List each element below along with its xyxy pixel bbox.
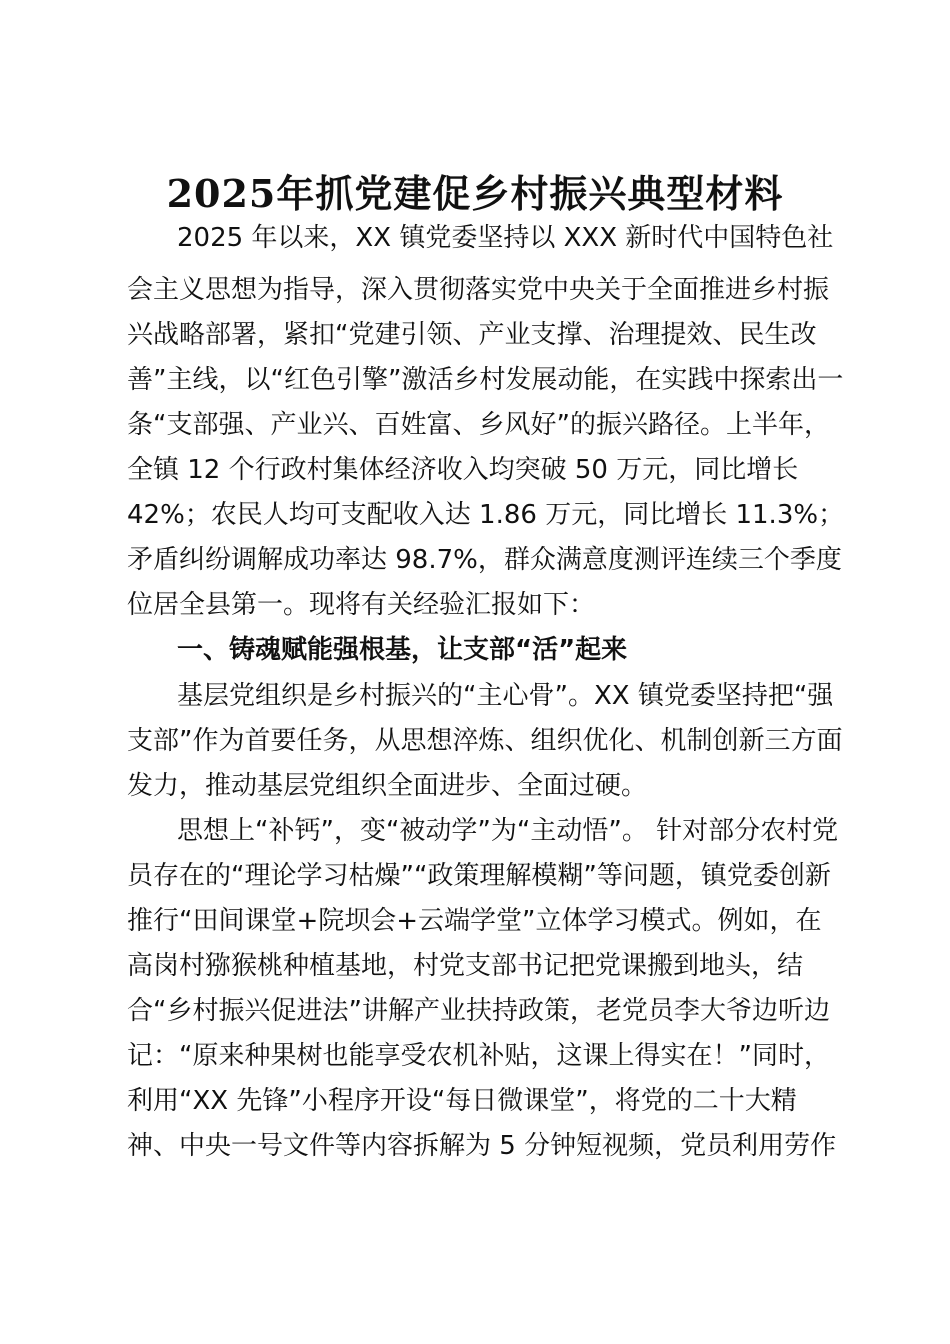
paragraph-line: 位居全县第一。现将有关经验汇报如下：	[127, 590, 596, 620]
paragraph-line: 发力，推动基层党组织全面进步、全面过硬。	[127, 771, 648, 801]
paragraph-line: 兴战略部署，紧扣“党建引领、产业支撑、治理提效、民生改	[127, 320, 817, 350]
paragraph-line: 高岗村猕猴桃种植基地，村党支部书记把党课搬到地头，结	[127, 951, 804, 981]
paragraph-line: 思想上“补钙”，变“被动学”为“主动悟”。 针对部分农村党	[177, 816, 839, 846]
paragraph-line: 2025 年以来，XX 镇党委坚持以 XXX 新时代中国特色社	[177, 223, 834, 253]
paragraph-line: 全镇 12 个行政村集体经济收入均突破 50 万元，同比增长	[127, 455, 799, 485]
paragraph-line: 善”主线，以“红色引擎”激活乡村发展动能，在实践中探索出一	[127, 365, 844, 395]
paragraph-line: 合“乡村振兴促进法”讲解产业扶持政策，老党员李大爷边听边	[127, 996, 830, 1026]
paragraph-line: 支部”作为首要任务，从思想淬炼、组织优化、机制创新三方面	[127, 726, 843, 756]
document-title: 2025年抓党建促乡村振兴典型材料	[166, 171, 784, 216]
paragraph-line: 条“支部强、产业兴、百姓富、乡风好”的振兴路径。上半年，	[127, 410, 830, 440]
paragraph-line: 会主义思想为指导，深入贯彻落实党中央关于全面推进乡村振	[127, 275, 830, 305]
paragraph-line: 员存在的“理论学习枯燥”“政策理解模糊”等问题，镇党委创新	[127, 861, 831, 891]
paragraph-line: 基层党组织是乡村振兴的“主心骨”。XX 镇党委坚持把“强	[177, 681, 834, 711]
paragraph-line: 记：“原来种果树也能享受农机补贴，这课上得实在！”同时，	[127, 1041, 830, 1071]
paragraph-line: 42%；农民人均可支配收入达 1.86 万元，同比增长 11.3%；	[127, 500, 845, 530]
paragraph-line: 神、中央一号文件等内容拆解为 5 分钟短视频，党员利用劳作	[127, 1131, 837, 1161]
paragraph-line: 矛盾纠纷调解成功率达 98.7%，群众满意度测评连续三个季度	[127, 545, 842, 575]
section-heading: 一、铸魂赋能强根基，让支部“活”起来	[177, 635, 628, 665]
paragraph-line: 利用“XX 先锋”小程序开设“每日微课堂”，将党的二十大精	[127, 1086, 797, 1116]
paragraph-line: 推行“田间课堂+院坝会+云端学堂”立体学习模式。例如，在	[127, 906, 822, 936]
